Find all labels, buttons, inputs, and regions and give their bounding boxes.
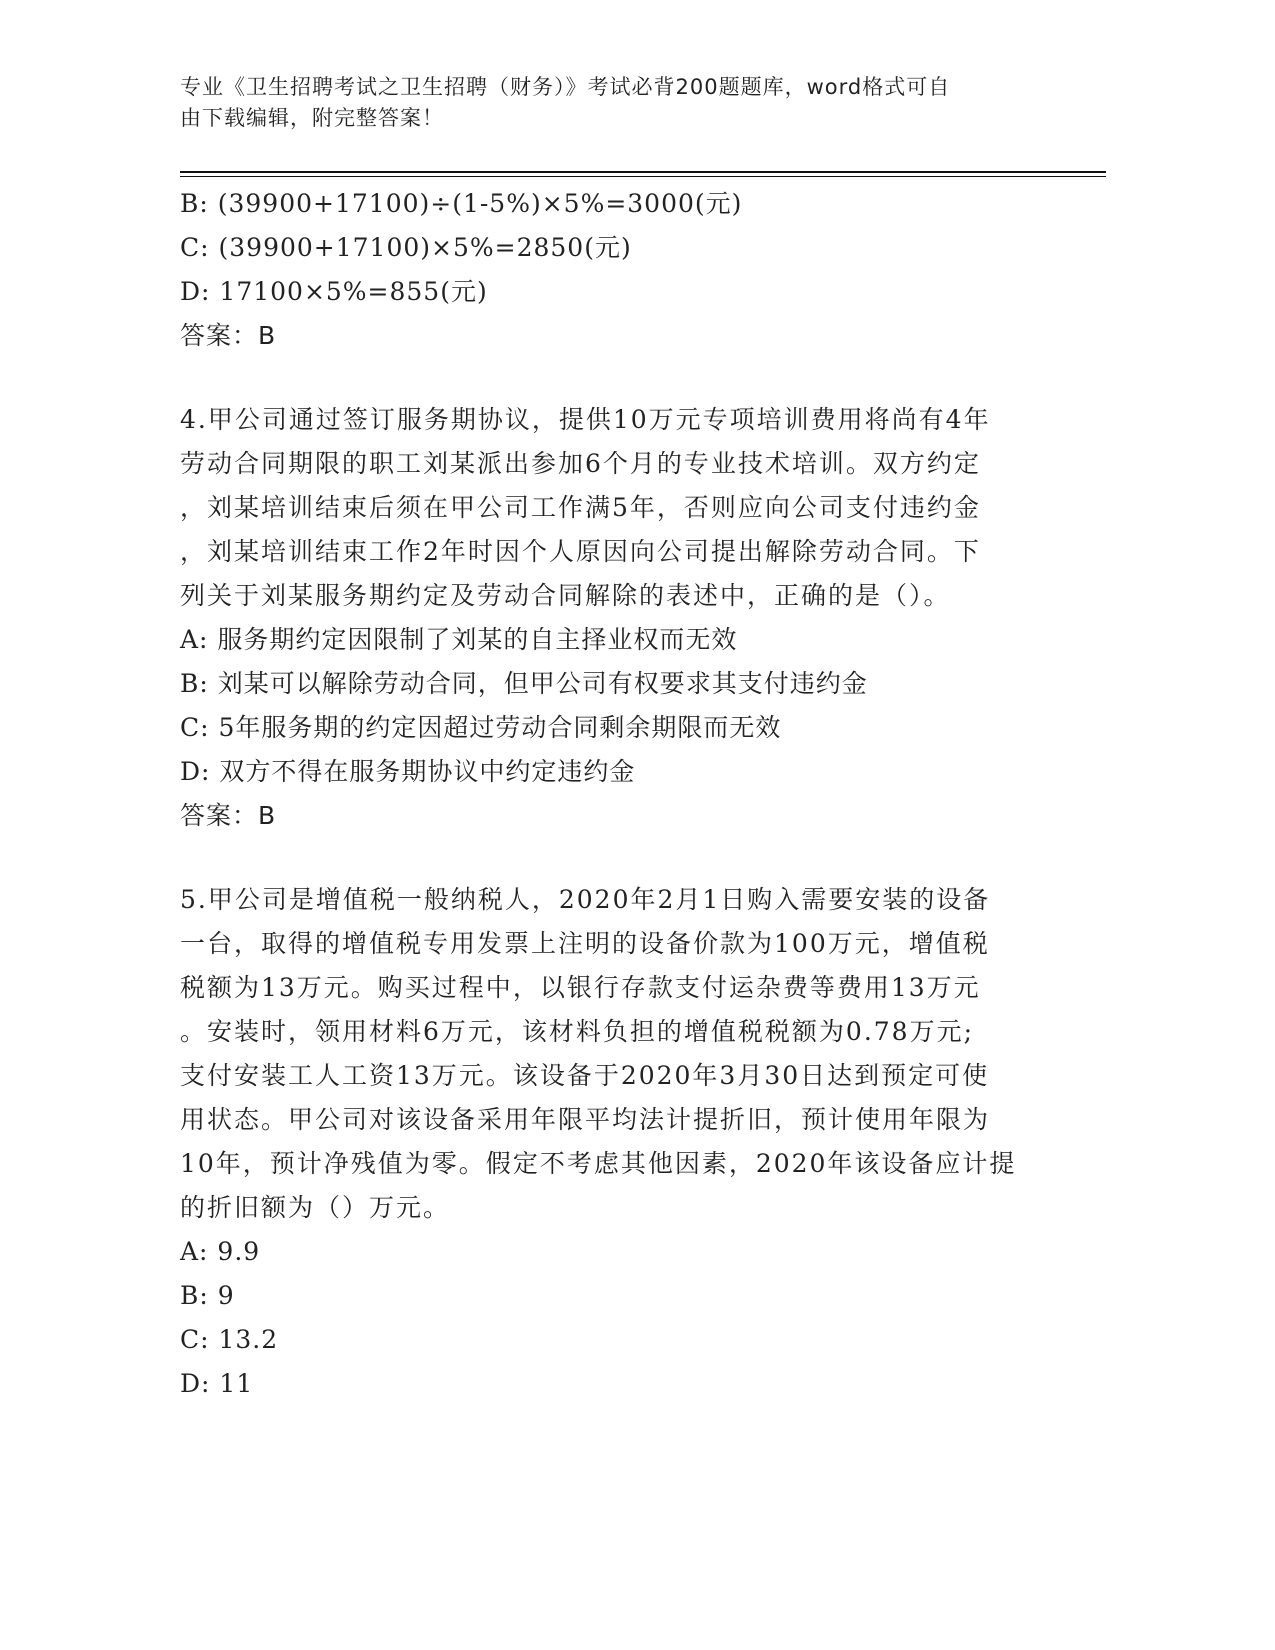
question-3-fragment	[180, 182, 1060, 358]
option-a: A: 9.9	[180, 1237, 261, 1266]
option-d: D: 双方不得在服务期协议中约定违约金	[180, 757, 636, 786]
option-b: B: 刘某可以解除劳动合同，但甲公司有权要求其支付违约金	[180, 669, 868, 698]
question-stem-line: 。安装时，领用材料6万元，该材料负担的增值税税额为0.78万元;	[180, 1017, 974, 1046]
option-b: B: 9	[180, 1281, 235, 1310]
question-stem-line: ，刘某培训结束工作2年时因个人原因向公司提出解除劳动合同。下	[180, 537, 981, 566]
option-a: A: 服务期约定因限制了刘某的自主择业权而无效	[180, 625, 738, 654]
option-d: D: 17100×5%=855(元)	[180, 277, 488, 306]
question-4	[180, 398, 1060, 838]
question-stem-line: 5.甲公司是增值税一般纳税人，2020年2月1日购入需要安装的设备	[180, 885, 991, 914]
spacer	[180, 838, 1060, 878]
header-divider-thin	[180, 176, 1106, 177]
question-stem-line: 税额为13万元。购买过程中，以银行存款支付运杂费等费用13万元	[180, 973, 981, 1002]
option-c: C: 13.2	[180, 1325, 279, 1354]
question-stem-line: 用状态。甲公司对该设备采用年限平均法计提折旧，预计使用年限为	[180, 1105, 991, 1134]
spacer	[180, 358, 1060, 398]
document-body	[180, 182, 1060, 1406]
header-divider-thick	[180, 171, 1106, 173]
question-5	[180, 878, 1060, 1406]
document-header	[180, 72, 1040, 134]
question-stem-line: 一台，取得的增值税专用发票上注明的设备价款为100万元，增值税	[180, 929, 990, 958]
option-c: C: (39900+17100)×5%=2850(元)	[180, 233, 632, 262]
answer-label: 答案：B	[180, 801, 277, 830]
header-line-1: 专业《卫生招聘考试之卫生招聘（财务）》考试必背200题题库，word格式可自	[180, 75, 951, 99]
answer-label: 答案：B	[180, 321, 277, 350]
question-stem-line: ，刘某培训结束后须在甲公司工作满5年，否则应向公司支付违约金	[180, 493, 981, 522]
question-stem-line: 的折旧额为（）万元。	[180, 1193, 451, 1222]
question-stem-line: 列关于刘某服务期约定及劳动合同解除的表述中，正确的是（）。	[180, 581, 951, 610]
option-b: B: (39900+17100)÷(1-5%)×5%=3000(元)	[180, 189, 743, 218]
question-stem-line: 劳动合同期限的职工刘某派出参加6个月的专业技术培训。双方约定	[180, 449, 981, 478]
option-c: C: 5年服务期的约定因超过劳动合同剩余期限而无效	[180, 713, 782, 742]
header-line-2: 由下载编辑，附完整答案！	[180, 106, 444, 130]
option-d: D: 11	[180, 1369, 254, 1398]
question-stem-line: 支付安装工人工资13万元。该设备于2020年3月30日达到预定可使	[180, 1061, 990, 1090]
question-stem-line: 4.甲公司通过签订服务期协议，提供10万元专项培训费用将尚有4年	[180, 405, 991, 434]
question-stem-line: 10年，预计净残值为零。假定不考虑其他因素，2020年该设备应计提	[180, 1149, 1017, 1178]
